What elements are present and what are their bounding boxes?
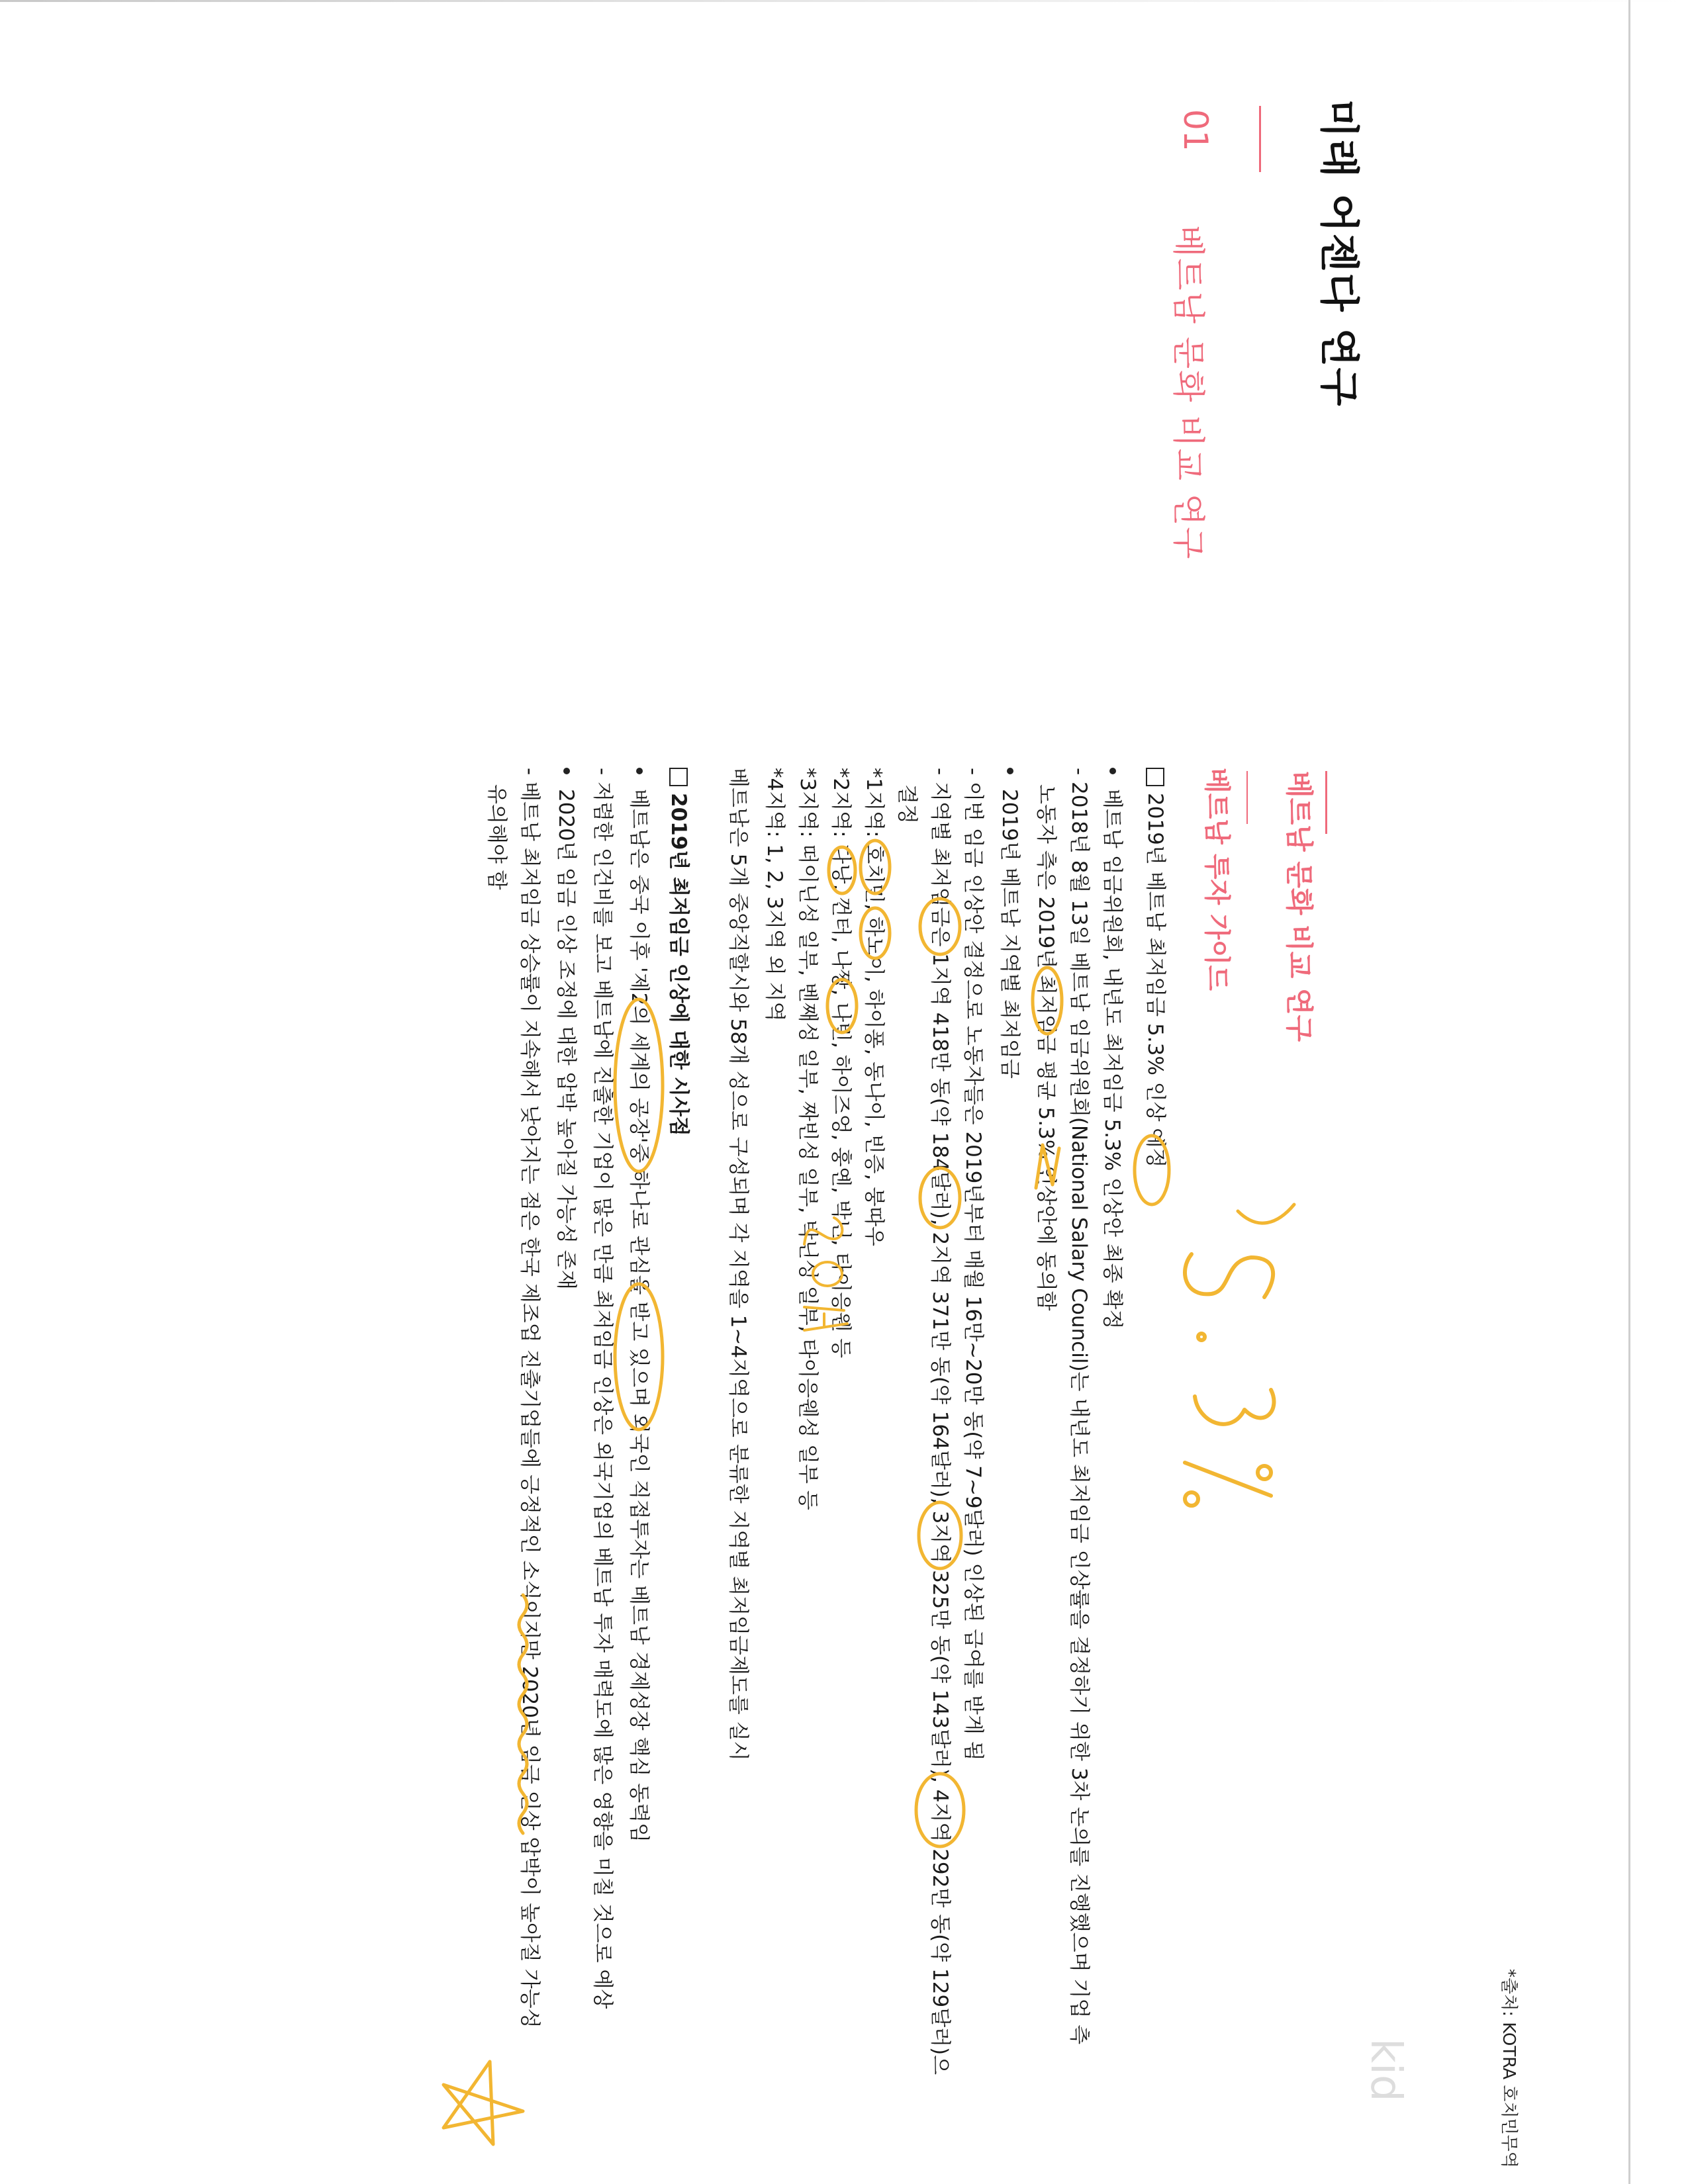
- list-item: - 지역별 최저임금은 1지역 418만 동(약 184달러), 2지역 371만 동(약 164달러), 3지역 325만 동(약 143달러), 4지역 292만 동(약 129달러)으: [928, 768, 952, 2075]
- circle-mark: [916, 1774, 964, 1846]
- list-item: *2지역: 다낭, 껀터, 나짱, 나빈, 하이즈엉, 훙옌, 박닌, 타이응웬 등: [829, 768, 853, 1359]
- list-item: 결정: [895, 784, 919, 824]
- list-item: 유의해야 함: [485, 784, 508, 890]
- list-item: - 2018년 8월 13일 베트남 임금위원회(National Salary Council)는 내년도 최저임금 인상률을 결정하기 위한 3차 논의를 진행했으며 기업 측: [1067, 768, 1091, 2045]
- circle-mark: [920, 899, 960, 954]
- list-item: *3지역: 떠이닌성 일부, 벤째성 일부, 짜빈성 일부, 박닌성 일부, 타이응웬성 일부 등: [796, 768, 820, 1510]
- circle-mark: [829, 847, 855, 893]
- circle-mark: [1033, 968, 1062, 1034]
- watermark: kid: [1361, 2038, 1410, 2102]
- handwriting-5-3-percent: [1185, 1254, 1274, 1506]
- list-item-text: 2020년 임금 인상 조정에 대한 압박 높아질 가능성 존재: [554, 789, 578, 1290]
- circle-mark: [827, 979, 857, 1032]
- circle-mark: [919, 1502, 961, 1569]
- section2-heading-text: 2019년 최저임금 인상에 대한 시사점: [667, 793, 690, 1136]
- list-item: - 이번 임금 인상안 결정으로 노동자들은 2019년부터 매월 16만~20만 동(약 7~9달러) 인상된 급여를 받게 됨: [961, 768, 985, 1761]
- right-header-title: 베트남 문화 비교 연구: [1283, 771, 1315, 1042]
- scribble-mark: [1036, 1145, 1059, 1188]
- list-item: - 베트남 최저임금 상승률이 지속해서 낮아지는 점은 한국 제조업 진출기업들에 긍정적인 소식이지만 2020년 임금 인상 압박이 높아질 가능성: [518, 768, 541, 2028]
- circle-mark: [861, 841, 890, 893]
- section1-heading-text: 2019년 베트남 최저임금 5.3% 인상 예정: [1143, 793, 1167, 1168]
- list-item-text: 베트남 임금위원회, 내년도 최저임금 5.3% 인상안 최종 확정: [1100, 789, 1124, 1330]
- list-item: *1지역: 호치민, 하노이, 하이퐁, 동나이, 빈증, 붕따우: [862, 768, 886, 1247]
- source-note: *출처: KOTRA 호치민무역: [1499, 1969, 1519, 2168]
- handwriting-note: [804, 1218, 847, 1330]
- list-item: - 저렴한 인건비를 보고 베트남에 진출한 기업이 많은 만큼 최저임금 인상은 외국기업의 베트남 투자 매력도에 많은 영향을 미칠 것으로 예상: [590, 768, 614, 2009]
- circle-mark: [920, 1168, 960, 1228]
- list-item: *4지역: 1, 2, 3지역 외 지역: [763, 768, 786, 1022]
- circle-mark: [1135, 1136, 1169, 1205]
- circle-mark: [861, 908, 890, 958]
- list-item: 베트남은 5개 중앙직할시와 58개 성으로 구성되며 각 지역을 1~4지역으로 분류한 지역별 최저임금제도를 실시: [726, 768, 750, 1761]
- section-number: 01: [1176, 109, 1215, 152]
- guide-title: 베트남 투자 가이드: [1201, 768, 1232, 991]
- circle-mark: [615, 1284, 663, 1430]
- circle-mark: [615, 999, 663, 1171]
- list-item-text: 2019년 베트남 지역별 최저임금: [998, 789, 1021, 1079]
- wavy-underline: [519, 1595, 527, 1833]
- section-title: 베트남 문화 비교 연구: [1169, 225, 1207, 561]
- stroke-mark: [1238, 1205, 1294, 1223]
- star-mark: [444, 2062, 523, 2144]
- list-item-text: 베트남은 중국 이후 '제2의 세계의 공장'중 하나로 관심을 받고 있으며 외국인 직접투자는 베트남 경제성장 핵심 동력임: [627, 789, 651, 1843]
- list-item: 노동자 측은 2019년 최저임금 평균 5.3% 인상안에 동의함: [1034, 784, 1058, 1311]
- page-title: 미래 어젠다 연구: [1315, 99, 1362, 408]
